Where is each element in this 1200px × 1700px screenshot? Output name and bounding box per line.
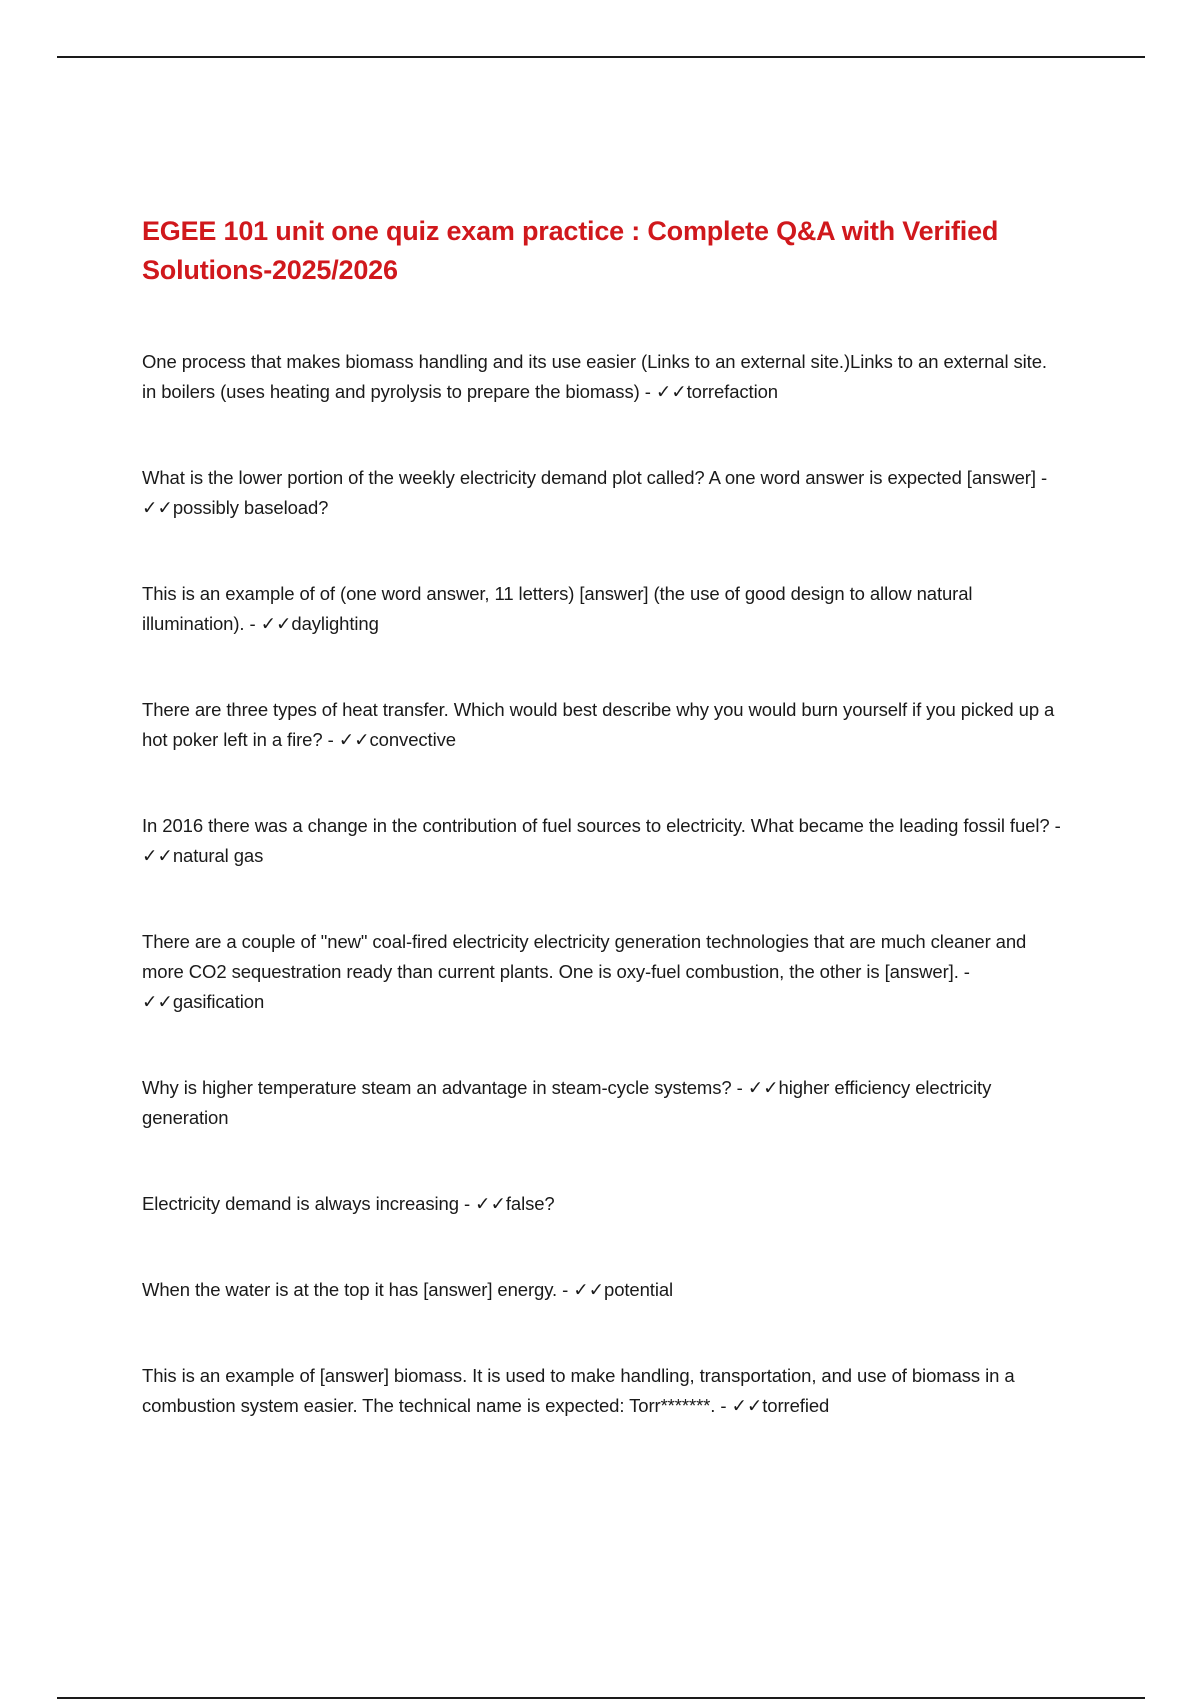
qa-item bbox=[142, 695, 1062, 755]
document-content bbox=[142, 212, 1062, 1477]
question-text: There are a couple of "new" coal-fired electricity electricity generation technologies that are much cleaner and more CO2 sequestration ready than current plants. One is oxy-fuel combustion, the other is [answer]. bbox=[142, 931, 1027, 982]
separator: - bbox=[639, 381, 656, 402]
question-text: Electricity demand is always increasing bbox=[142, 1193, 459, 1214]
answer-text: possibly baseload? bbox=[172, 497, 329, 518]
bottom-divider bbox=[57, 1697, 1145, 1699]
document-title: EGEE 101 unit one quiz exam practice : Complete Q&A with Verified Solutions-2025/2026 bbox=[142, 216, 999, 285]
separator: - bbox=[958, 961, 970, 982]
answer-text: natural gas bbox=[172, 845, 264, 866]
check-mark-icon: ✓✓ bbox=[142, 497, 173, 518]
separator: - bbox=[731, 1077, 748, 1098]
check-mark-icon: ✓✓ bbox=[573, 1279, 604, 1300]
qa-item bbox=[142, 579, 1062, 639]
question-text: This is an example of [answer] biomass. It is used to make handling, transportation, and use of biomass in a combustion system easier. The technical name is expected: Torr*******. bbox=[142, 1365, 1015, 1416]
separator: - bbox=[322, 729, 339, 750]
check-mark-icon: ✓✓ bbox=[142, 845, 173, 866]
answer-text: torrefied bbox=[762, 1395, 830, 1416]
qa-item bbox=[142, 1275, 1062, 1305]
answer-text: higher efficiency electricity generation bbox=[142, 1077, 992, 1128]
question-text: One process that makes biomass handling and its use easier (Links to an external site.)Links to an external site. in boilers (uses heating and pyrolysis to prepare the biomass) bbox=[142, 351, 1047, 402]
question-text: In 2016 there was a change in the contribution of fuel sources to electricity. What became the leading fossil fuel? bbox=[142, 815, 1050, 836]
question-text: There are three types of heat transfer. Which would best describe why you would burn yourself if you picked up a hot poker left in a fire? bbox=[142, 699, 1055, 750]
qa-list bbox=[142, 347, 1062, 1421]
qa-item bbox=[142, 463, 1062, 523]
answer-text: convective bbox=[369, 729, 456, 750]
separator: - bbox=[557, 1279, 574, 1300]
qa-item bbox=[142, 1073, 1062, 1133]
question-text: Why is higher temperature steam an advantage in steam-cycle systems? bbox=[142, 1077, 732, 1098]
qa-item bbox=[142, 1361, 1062, 1421]
check-mark-icon: ✓✓ bbox=[655, 381, 687, 402]
answer-text: potential bbox=[604, 1279, 674, 1300]
top-divider bbox=[57, 56, 1145, 58]
separator: - bbox=[244, 613, 261, 634]
qa-item bbox=[142, 347, 1062, 407]
answer-text: false? bbox=[505, 1193, 555, 1214]
check-mark-icon: ✓✓ bbox=[142, 991, 173, 1012]
check-mark-icon: ✓✓ bbox=[260, 613, 292, 634]
check-mark-icon: ✓✓ bbox=[338, 729, 370, 750]
check-mark-icon: ✓✓ bbox=[475, 1193, 506, 1214]
answer-text: daylighting bbox=[291, 613, 379, 634]
question-text: What is the lower portion of the weekly electricity demand plot called? A one word answer is expected [answer] bbox=[142, 467, 1036, 488]
question-text: When the water is at the top it has [answer] energy. bbox=[142, 1279, 558, 1300]
answer-text: gasification bbox=[172, 991, 265, 1012]
qa-item bbox=[142, 811, 1062, 871]
answer-text: torrefaction bbox=[686, 381, 778, 402]
check-mark-icon: ✓✓ bbox=[747, 1077, 779, 1098]
separator: - bbox=[715, 1395, 732, 1416]
separator: - bbox=[458, 1193, 476, 1214]
separator: - bbox=[1035, 467, 1048, 488]
qa-item bbox=[142, 1189, 1062, 1219]
question-text: This is an example of of (one word answer, 11 letters) [answer] (the use of good design to allow natural illumination). bbox=[142, 583, 973, 634]
check-mark-icon: ✓✓ bbox=[731, 1395, 763, 1416]
separator: - bbox=[1049, 815, 1061, 836]
qa-item bbox=[142, 927, 1062, 1017]
